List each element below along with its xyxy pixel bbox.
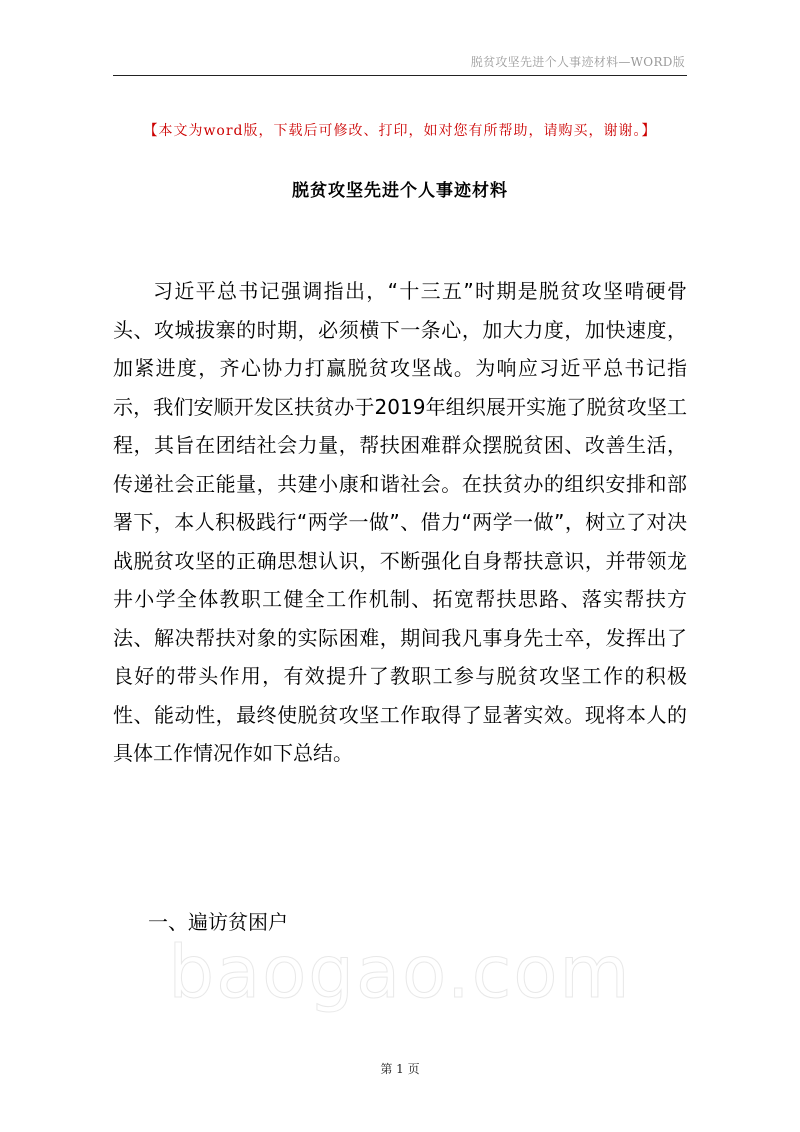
- header-divider: [113, 75, 687, 76]
- body-paragraph: 习近平总书记强调指出，“十三五”时期是脱贫攻坚啃硬骨头、攻城拔寨的时期，必须横下一条心，加大力度，加快速度，加紧进度，齐心协力打赢脱贫攻坚战。为响应习近平总书记指示，我们安顺开发区扶贫办于2019年组织展开实施了脱贫攻坚工程，其旨在团结社会力量，帮扶困难群众摆脱贫困、改善生活，传递社会正能量，共建小康和谐社会。在扶贫办的组织安排和部署下，本人积极践行“两学一做”、借力“两学一做”，树立了对决战脱贫攻坚的正确思想认识，不断强化自身帮扶意识，并带领龙井小学全体教职工健全工作机制、拓宽帮扶思路、落实帮扶方法、解决帮扶对象的实际困难，期间我凡事身先士卒，发挥出了良好的带头作用，有效提升了教职工参与脱贫攻坚工作的积极性、能动性，最终使脱贫攻坚工作取得了显著实效。现将本人的具体工作情况作如下总结。: [113, 279, 687, 765]
- document-title: 脱贫攻坚先进个人事迹材料: [292, 181, 508, 201]
- watermark: baogao.com: [168, 930, 632, 1014]
- running-header: 脱贫攻坚先进个人事迹材料—WORD版: [470, 55, 685, 69]
- section-heading: 一、遍访贫困户: [148, 910, 288, 934]
- page-number: 第 1 页: [380, 1062, 420, 1076]
- purchase-notice: 【本文为word版，下载后可修改、打印，如对您有所帮助，请购买，谢谢。】: [143, 123, 657, 139]
